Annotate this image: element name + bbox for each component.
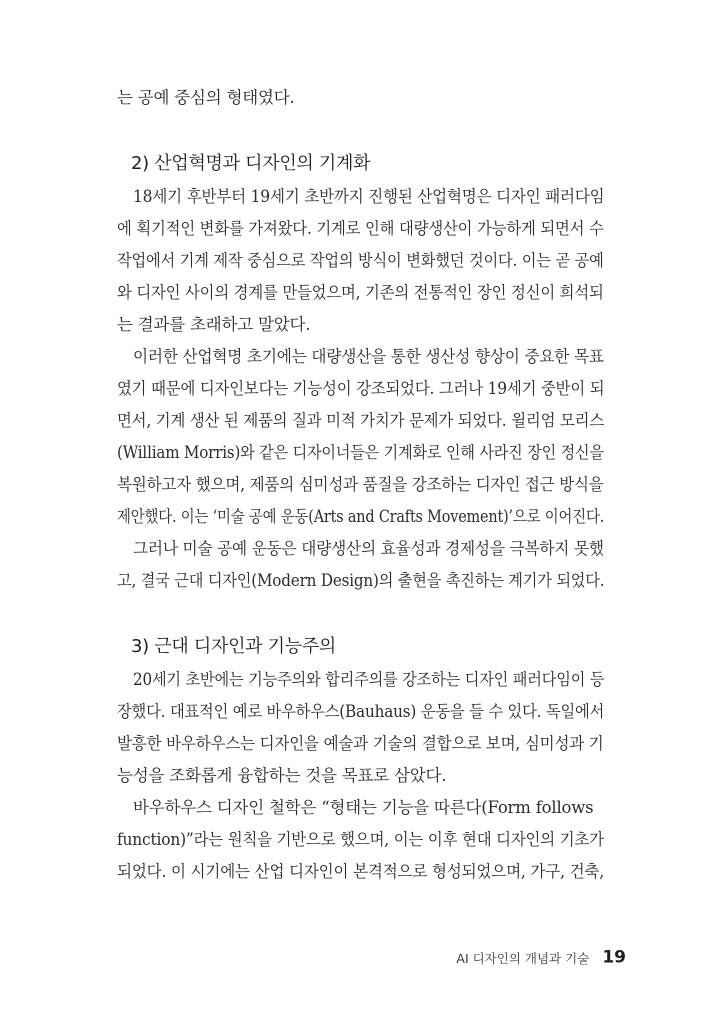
body-line: 이러한 산업혁명 초기에는 대량생산을 통한 생산성 향상이 중요한 목표 (133, 347, 604, 366)
section-heading-3: 3) 근대 디자인과 기능주의 (131, 636, 337, 657)
body-line: 작업에서 기계 제작 중심으로 작업의 방식이 변화했던 것이다. 이는 곧 공예 (117, 251, 604, 270)
body-line: 그러나 미술 공예 운동은 대량생산의 효율성과 경제성을 극복하지 못했 (133, 539, 604, 558)
body-line: 20세기 초반에는 기능주의와 합리주의를 강조하는 디자인 패러다임이 등 (133, 670, 605, 689)
body-line: 는 결과를 초래하고 말았다. (117, 315, 311, 334)
body-line: 되었다. 이 시기에는 산업 디자인이 본격적으로 형성되었으며, 가구, 건축, (117, 862, 604, 881)
body-line: 18세기 후반부터 19세기 초반까지 진행된 산업혁명은 디자인 패러다임 (133, 187, 605, 206)
body-line: 였기 때문에 디자인보다는 기능성이 강조되었다. 그러나 19세기 중반이 되 (117, 379, 605, 398)
page-number: 19 (602, 947, 626, 968)
body-line: 에 획기적인 변화를 가져왔다. 기계로 인해 대량생산이 가능하게 되면서 수 (117, 219, 604, 238)
body-line: 와 디자인 사이의 경계를 만들었으며, 기존의 전통적인 장인 정신이 희석되 (117, 283, 604, 302)
running-title: AI 디자인의 개념과 기술 (456, 950, 590, 966)
body-line: 고, 결국 근대 디자인(Modern Design)의 출현을 촉진하는 계기가 되었다. (117, 571, 605, 590)
body-line: 바우하우스 디자인 철학은 “형태는 기능을 따른다(Form follows (133, 798, 594, 817)
section-heading-2: 2) 산업혁명과 디자인의 기계화 (131, 153, 371, 174)
body-line: function)”라는 원칙을 기반으로 했으며, 이는 이후 현대 디자인의 기초가 (117, 830, 604, 849)
body-line: 제안했다. 이는 ‘미술 공예 운동(Arts and Crafts Movement)’으로 이어진다. (117, 507, 605, 526)
page-footer (456, 947, 626, 968)
body-line: 면서, 기계 생산 된 제품의 질과 미적 가치가 문제가 되었다. 윌리엄 모리스 (117, 411, 605, 430)
body-line: 발흥한 바우하우스는 디자인을 예술과 기술의 결합으로 보며, 심미성과 기 (117, 734, 604, 753)
body-line: 능성을 조화롭게 융합하는 것을 목표로 삼았다. (117, 766, 447, 785)
body-line: (William Morris)와 같은 디자이너들은 기계화로 인해 사라진 장인 정신을 (117, 443, 604, 462)
body-line: 는 공예 중심의 형태였다. (117, 88, 295, 107)
body-line: 장했다. 대표적인 예로 바우하우스(Bauhaus) 운동을 들 수 있다. 독일에서 (117, 702, 605, 721)
body-line: 복원하고자 했으며, 제품의 심미성과 품질을 강조하는 디자인 접근 방식을 (117, 475, 604, 494)
